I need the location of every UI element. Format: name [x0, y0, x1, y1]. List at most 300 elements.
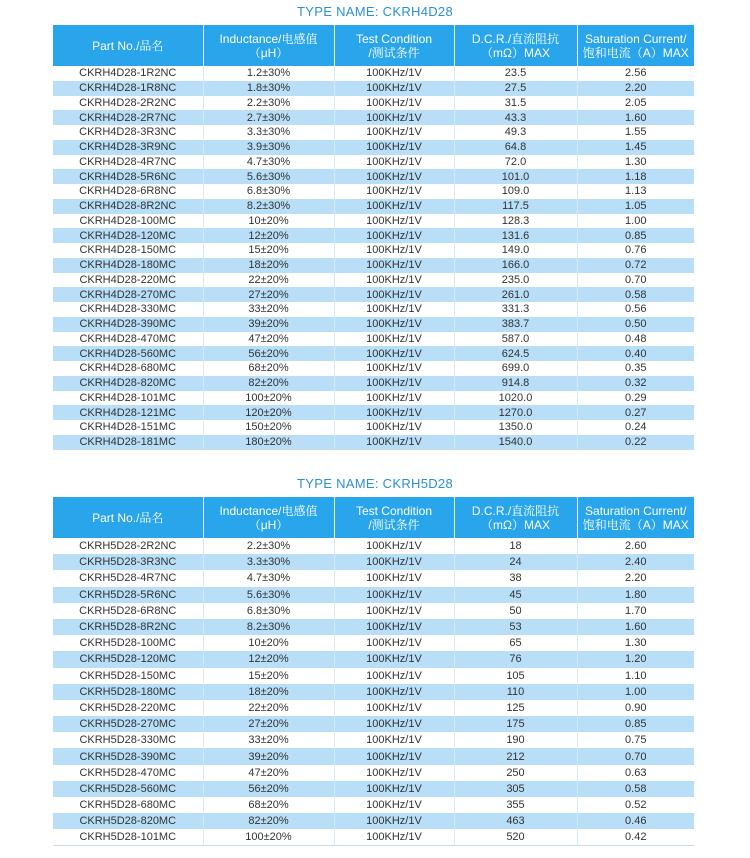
- cell-saturation-current: 0.90: [577, 700, 694, 716]
- cell-saturation-current: 0.76: [577, 243, 694, 258]
- header-text: Test Condition: [355, 31, 433, 46]
- cell-inductance: 56±20%: [203, 346, 334, 361]
- cell-part-no: CKRH4D28-270MC: [53, 287, 203, 302]
- header-part-no: [53, 25, 203, 66]
- cell-inductance: 15±20%: [203, 668, 334, 684]
- cell-part-no: CKRH4D28-5R6NC: [53, 169, 203, 184]
- table-row: [53, 587, 694, 603]
- cell-dcr: 914.8: [454, 376, 577, 391]
- table-row: [53, 376, 694, 391]
- cell-test-condition: 100KHz/1V: [334, 199, 454, 214]
- cell-dcr: 18: [454, 538, 577, 554]
- cell-inductance: 6.8±30%: [203, 184, 334, 199]
- cell-dcr: 1270.0: [454, 405, 577, 420]
- cell-test-condition: 100KHz/1V: [334, 287, 454, 302]
- cell-test-condition: 100KHz/1V: [334, 214, 454, 229]
- cell-test-condition: 100KHz/1V: [334, 420, 454, 435]
- cell-test-condition: 100KHz/1V: [334, 635, 454, 651]
- cell-dcr: 65: [454, 635, 577, 651]
- table-row: [53, 66, 694, 81]
- cell-part-no: CKRH5D28-5R6NC: [53, 587, 203, 603]
- cell-inductance: 8.2±30%: [203, 199, 334, 214]
- cell-test-condition: 100KHz/1V: [334, 258, 454, 273]
- cell-test-condition: 100KHz/1V: [334, 748, 454, 764]
- cell-inductance: 33±20%: [203, 732, 334, 748]
- cell-saturation-current: 0.29: [577, 391, 694, 406]
- cell-inductance: 82±20%: [203, 376, 334, 391]
- table-row: [53, 391, 694, 406]
- cell-dcr: 463: [454, 813, 577, 829]
- cell-inductance: 22±20%: [203, 700, 334, 716]
- table-row: [53, 651, 694, 667]
- table-row: [53, 829, 694, 845]
- table-row: [53, 700, 694, 716]
- cell-saturation-current: 1.00: [577, 214, 694, 229]
- cell-part-no: CKRH5D28-220MC: [53, 700, 203, 716]
- table-row: [53, 538, 694, 554]
- cell-inductance: 6.8±30%: [203, 603, 334, 619]
- cell-part-no: CKRH5D28-4R7NC: [53, 570, 203, 586]
- cell-saturation-current: 1.05: [577, 199, 694, 214]
- cell-part-no: CKRH4D28-1R8NC: [53, 81, 203, 96]
- table-row: [53, 684, 694, 700]
- cell-part-no: CKRH4D28-4R7NC: [53, 155, 203, 170]
- cell-inductance: 27±20%: [203, 716, 334, 732]
- cell-saturation-current: 2.60: [577, 538, 694, 554]
- cell-part-no: CKRH5D28-330MC: [53, 732, 203, 748]
- cell-test-condition: 100KHz/1V: [334, 765, 454, 781]
- cell-saturation-current: 0.70: [577, 273, 694, 288]
- header-part-no: [53, 497, 203, 538]
- cell-inductance: 39±20%: [203, 748, 334, 764]
- table-row: [53, 781, 694, 797]
- table-row: [53, 302, 694, 317]
- cell-dcr: 125: [454, 700, 577, 716]
- cell-saturation-current: 2.56: [577, 66, 694, 81]
- cell-inductance: 22±20%: [203, 273, 334, 288]
- cell-part-no: CKRH4D28-680MC: [53, 361, 203, 376]
- header-text: 饱和电流（A）MAX: [582, 45, 689, 60]
- cell-test-condition: 100KHz/1V: [334, 184, 454, 199]
- cell-saturation-current: 0.27: [577, 405, 694, 420]
- cell-test-condition: 100KHz/1V: [334, 317, 454, 332]
- header-text: /测试条件: [368, 517, 420, 532]
- header-text: （mΩ）MAX: [481, 517, 550, 532]
- header-text: Part No./品名: [92, 38, 164, 53]
- cell-test-condition: 100KHz/1V: [334, 435, 454, 450]
- cell-saturation-current: 0.48: [577, 332, 694, 347]
- cell-saturation-current: 1.18: [577, 169, 694, 184]
- cell-saturation-current: 1.00: [577, 684, 694, 700]
- cell-dcr: 1350.0: [454, 420, 577, 435]
- header-test-condition: [334, 25, 454, 66]
- cell-part-no: CKRH4D28-1R2NC: [53, 66, 203, 81]
- header-test-condition: [334, 497, 454, 538]
- cell-part-no: CKRH4D28-470MC: [53, 332, 203, 347]
- cell-saturation-current: 0.42: [577, 829, 694, 845]
- section-title-ckrh5d28: TYPE NAME: CKRH5D28: [297, 476, 453, 491]
- header-text: Inductance/电感值: [219, 503, 318, 518]
- cell-part-no: CKRH4D28-330MC: [53, 302, 203, 317]
- header-dcr: [454, 497, 577, 538]
- header-text: Saturation Current/: [585, 503, 687, 518]
- cell-saturation-current: 0.46: [577, 813, 694, 829]
- cell-dcr: 149.0: [454, 243, 577, 258]
- cell-saturation-current: 0.70: [577, 748, 694, 764]
- cell-saturation-current: 2.05: [577, 96, 694, 111]
- table-row: [53, 716, 694, 732]
- cell-test-condition: 100KHz/1V: [334, 619, 454, 635]
- cell-dcr: 355: [454, 797, 577, 813]
- cell-dcr: 166.0: [454, 258, 577, 273]
- table-row: [53, 81, 694, 96]
- cell-dcr: 64.8: [454, 140, 577, 155]
- cell-saturation-current: 0.32: [577, 376, 694, 391]
- cell-saturation-current: 0.63: [577, 765, 694, 781]
- cell-test-condition: 100KHz/1V: [334, 587, 454, 603]
- table-row: [53, 813, 694, 829]
- cell-part-no: CKRH5D28-680MC: [53, 797, 203, 813]
- cell-inductance: 5.6±30%: [203, 169, 334, 184]
- cell-inductance: 2.2±30%: [203, 96, 334, 111]
- cell-dcr: 1020.0: [454, 391, 577, 406]
- header-text: D.C.R./直流阻抗: [471, 503, 560, 518]
- table-row: [53, 214, 694, 229]
- table-row: [53, 346, 694, 361]
- cell-inductance: 18±20%: [203, 684, 334, 700]
- cell-saturation-current: 1.80: [577, 587, 694, 603]
- cell-dcr: 131.6: [454, 228, 577, 243]
- cell-inductance: 4.7±30%: [203, 155, 334, 170]
- cell-dcr: 175: [454, 716, 577, 732]
- cell-saturation-current: 0.35: [577, 361, 694, 376]
- spec-table-ckrh4d28: [53, 25, 694, 450]
- cell-dcr: 72.0: [454, 155, 577, 170]
- cell-dcr: 101.0: [454, 169, 577, 184]
- cell-test-condition: 100KHz/1V: [334, 781, 454, 797]
- cell-saturation-current: 0.22: [577, 435, 694, 450]
- cell-test-condition: 100KHz/1V: [334, 361, 454, 376]
- cell-test-condition: 100KHz/1V: [334, 273, 454, 288]
- table-row: [53, 169, 694, 184]
- cell-dcr: 587.0: [454, 332, 577, 347]
- header-text: （μH）: [248, 517, 289, 532]
- cell-inductance: 3.3±30%: [203, 554, 334, 570]
- spec-table-ckrh5d28: [53, 497, 694, 846]
- cell-part-no: CKRH4D28-181MC: [53, 435, 203, 450]
- cell-test-condition: 100KHz/1V: [334, 684, 454, 700]
- table-row: [53, 619, 694, 635]
- cell-saturation-current: 1.13: [577, 184, 694, 199]
- cell-test-condition: 100KHz/1V: [334, 125, 454, 140]
- cell-inductance: 100±20%: [203, 391, 334, 406]
- cell-dcr: 24: [454, 554, 577, 570]
- header-text: Part No./品名: [92, 510, 164, 525]
- table-row: [53, 273, 694, 288]
- cell-test-condition: 100KHz/1V: [334, 651, 454, 667]
- cell-dcr: 250: [454, 765, 577, 781]
- cell-dcr: 235.0: [454, 273, 577, 288]
- cell-test-condition: 100KHz/1V: [334, 228, 454, 243]
- cell-part-no: CKRH4D28-2R7NC: [53, 110, 203, 125]
- cell-saturation-current: 0.52: [577, 797, 694, 813]
- cell-test-condition: 100KHz/1V: [334, 346, 454, 361]
- cell-inductance: 2.7±30%: [203, 110, 334, 125]
- cell-dcr: 383.7: [454, 317, 577, 332]
- cell-dcr: 43.3: [454, 110, 577, 125]
- cell-saturation-current: 0.24: [577, 420, 694, 435]
- table-row: [53, 317, 694, 332]
- table-row: [53, 184, 694, 199]
- table-row: [53, 405, 694, 420]
- cell-inductance: 68±20%: [203, 797, 334, 813]
- cell-test-condition: 100KHz/1V: [334, 332, 454, 347]
- cell-dcr: 1540.0: [454, 435, 577, 450]
- cell-dcr: 624.5: [454, 346, 577, 361]
- section-title-ckrh4d28: TYPE NAME: CKRH4D28: [297, 4, 453, 19]
- cell-inductance: 1.2±30%: [203, 66, 334, 81]
- header-row: [53, 25, 694, 66]
- cell-part-no: CKRH4D28-101MC: [53, 391, 203, 406]
- cell-saturation-current: 1.10: [577, 668, 694, 684]
- cell-test-condition: 100KHz/1V: [334, 243, 454, 258]
- cell-inductance: 18±20%: [203, 258, 334, 273]
- cell-dcr: 76: [454, 651, 577, 667]
- cell-part-no: CKRH4D28-3R9NC: [53, 140, 203, 155]
- cell-test-condition: 100KHz/1V: [334, 405, 454, 420]
- cell-saturation-current: 1.60: [577, 110, 694, 125]
- cell-test-condition: 100KHz/1V: [334, 829, 454, 845]
- cell-test-condition: 100KHz/1V: [334, 96, 454, 111]
- cell-saturation-current: 0.58: [577, 781, 694, 797]
- cell-saturation-current: 1.30: [577, 155, 694, 170]
- cell-inductance: 2.2±30%: [203, 538, 334, 554]
- cell-inductance: 27±20%: [203, 287, 334, 302]
- table-row: [53, 287, 694, 302]
- cell-test-condition: 100KHz/1V: [334, 668, 454, 684]
- cell-test-condition: 100KHz/1V: [334, 538, 454, 554]
- cell-dcr: 50: [454, 603, 577, 619]
- table-row: [53, 668, 694, 684]
- cell-part-no: CKRH5D28-820MC: [53, 813, 203, 829]
- cell-inductance: 10±20%: [203, 635, 334, 651]
- cell-dcr: 110: [454, 684, 577, 700]
- header-text: Saturation Current/: [585, 31, 687, 46]
- cell-part-no: CKRH4D28-390MC: [53, 317, 203, 332]
- cell-saturation-current: 0.72: [577, 258, 694, 273]
- table-row: [53, 258, 694, 273]
- cell-part-no: CKRH5D28-270MC: [53, 716, 203, 732]
- cell-dcr: 45: [454, 587, 577, 603]
- cell-saturation-current: 0.85: [577, 716, 694, 732]
- cell-dcr: 261.0: [454, 287, 577, 302]
- table-row: [53, 554, 694, 570]
- cell-dcr: 305: [454, 781, 577, 797]
- cell-inductance: 8.2±30%: [203, 619, 334, 635]
- cell-inductance: 68±20%: [203, 361, 334, 376]
- cell-test-condition: 100KHz/1V: [334, 391, 454, 406]
- cell-inductance: 15±20%: [203, 243, 334, 258]
- cell-part-no: CKRH4D28-820MC: [53, 376, 203, 391]
- cell-inductance: 47±20%: [203, 765, 334, 781]
- header-saturation-current: [577, 25, 694, 66]
- cell-part-no: CKRH5D28-120MC: [53, 651, 203, 667]
- cell-part-no: CKRH5D28-100MC: [53, 635, 203, 651]
- cell-test-condition: 100KHz/1V: [334, 169, 454, 184]
- cell-saturation-current: 2.20: [577, 81, 694, 96]
- table-row: [53, 765, 694, 781]
- cell-part-no: CKRH4D28-6R8NC: [53, 184, 203, 199]
- cell-dcr: 38: [454, 570, 577, 586]
- cell-saturation-current: 0.56: [577, 302, 694, 317]
- cell-test-condition: 100KHz/1V: [334, 797, 454, 813]
- cell-part-no: CKRH4D28-560MC: [53, 346, 203, 361]
- table-row: [53, 96, 694, 111]
- cell-inductance: 56±20%: [203, 781, 334, 797]
- cell-inductance: 39±20%: [203, 317, 334, 332]
- cell-inductance: 3.9±30%: [203, 140, 334, 155]
- table-row: [53, 243, 694, 258]
- cell-test-condition: 100KHz/1V: [334, 81, 454, 96]
- cell-test-condition: 100KHz/1V: [334, 302, 454, 317]
- cell-dcr: 117.5: [454, 199, 577, 214]
- cell-dcr: 53: [454, 619, 577, 635]
- cell-inductance: 1.8±30%: [203, 81, 334, 96]
- cell-test-condition: 100KHz/1V: [334, 155, 454, 170]
- cell-part-no: CKRH4D28-2R2NC: [53, 96, 203, 111]
- header-text: Inductance/电感值: [219, 31, 318, 46]
- cell-part-no: CKRH5D28-101MC: [53, 829, 203, 845]
- cell-part-no: CKRH5D28-3R3NC: [53, 554, 203, 570]
- cell-part-no: CKRH5D28-390MC: [53, 748, 203, 764]
- cell-test-condition: 100KHz/1V: [334, 570, 454, 586]
- cell-saturation-current: 0.85: [577, 228, 694, 243]
- cell-inductance: 10±20%: [203, 214, 334, 229]
- table-row: [53, 420, 694, 435]
- cell-part-no: CKRH5D28-180MC: [53, 684, 203, 700]
- table-row: [53, 570, 694, 586]
- cell-part-no: CKRH5D28-2R2NC: [53, 538, 203, 554]
- cell-dcr: 699.0: [454, 361, 577, 376]
- cell-part-no: CKRH4D28-8R2NC: [53, 199, 203, 214]
- table-row: [53, 332, 694, 347]
- cell-saturation-current: 1.55: [577, 125, 694, 140]
- cell-test-condition: 100KHz/1V: [334, 110, 454, 125]
- cell-part-no: CKRH5D28-560MC: [53, 781, 203, 797]
- cell-inductance: 47±20%: [203, 332, 334, 347]
- cell-part-no: CKRH4D28-3R3NC: [53, 125, 203, 140]
- cell-saturation-current: 1.20: [577, 651, 694, 667]
- cell-part-no: CKRH4D28-180MC: [53, 258, 203, 273]
- cell-saturation-current: 2.20: [577, 570, 694, 586]
- cell-part-no: CKRH5D28-150MC: [53, 668, 203, 684]
- cell-dcr: 190: [454, 732, 577, 748]
- cell-dcr: 331.3: [454, 302, 577, 317]
- cell-saturation-current: 0.58: [577, 287, 694, 302]
- cell-dcr: 31.5: [454, 96, 577, 111]
- header-row: [53, 497, 694, 538]
- cell-dcr: 520: [454, 829, 577, 845]
- cell-dcr: 105: [454, 668, 577, 684]
- header-text: （mΩ）MAX: [481, 45, 550, 60]
- cell-inductance: 120±20%: [203, 405, 334, 420]
- cell-test-condition: 100KHz/1V: [334, 376, 454, 391]
- cell-saturation-current: 1.70: [577, 603, 694, 619]
- cell-dcr: 49.3: [454, 125, 577, 140]
- cell-part-no: CKRH4D28-100MC: [53, 214, 203, 229]
- table-row: [53, 110, 694, 125]
- table-row: [53, 140, 694, 155]
- table-row: [53, 361, 694, 376]
- header-dcr: [454, 25, 577, 66]
- cell-inductance: 4.7±30%: [203, 570, 334, 586]
- cell-saturation-current: 2.40: [577, 554, 694, 570]
- table-row: [53, 603, 694, 619]
- cell-inductance: 3.3±30%: [203, 125, 334, 140]
- cell-part-no: CKRH5D28-8R2NC: [53, 619, 203, 635]
- cell-inductance: 100±20%: [203, 829, 334, 845]
- cell-inductance: 150±20%: [203, 420, 334, 435]
- header-inductance: [203, 25, 334, 66]
- cell-part-no: CKRH4D28-220MC: [53, 273, 203, 288]
- cell-part-no: CKRH4D28-151MC: [53, 420, 203, 435]
- cell-test-condition: 100KHz/1V: [334, 732, 454, 748]
- cell-dcr: 128.3: [454, 214, 577, 229]
- cell-part-no: CKRH4D28-150MC: [53, 243, 203, 258]
- cell-inductance: 33±20%: [203, 302, 334, 317]
- table-row: [53, 748, 694, 764]
- header-text: Test Condition: [355, 503, 433, 518]
- cell-inductance: 82±20%: [203, 813, 334, 829]
- header-text: /测试条件: [368, 45, 420, 60]
- table-row: [53, 155, 694, 170]
- table-row: [53, 635, 694, 651]
- cell-inductance: 12±20%: [203, 228, 334, 243]
- header-text: （μH）: [248, 45, 289, 60]
- cell-test-condition: 100KHz/1V: [334, 603, 454, 619]
- header-saturation-current: [577, 497, 694, 538]
- cell-dcr: 27.5: [454, 81, 577, 96]
- header-text: 饱和电流（A）MAX: [582, 517, 689, 532]
- table-row: [53, 797, 694, 813]
- cell-test-condition: 100KHz/1V: [334, 140, 454, 155]
- cell-saturation-current: 0.50: [577, 317, 694, 332]
- cell-inductance: 5.6±30%: [203, 587, 334, 603]
- header-text: D.C.R./直流阻抗: [471, 31, 560, 46]
- cell-test-condition: 100KHz/1V: [334, 813, 454, 829]
- cell-saturation-current: 1.45: [577, 140, 694, 155]
- header-inductance: [203, 497, 334, 538]
- table-row: [53, 125, 694, 140]
- cell-dcr: 109.0: [454, 184, 577, 199]
- cell-saturation-current: 1.30: [577, 635, 694, 651]
- cell-test-condition: 100KHz/1V: [334, 554, 454, 570]
- cell-inductance: 180±20%: [203, 435, 334, 450]
- cell-test-condition: 100KHz/1V: [334, 66, 454, 81]
- cell-test-condition: 100KHz/1V: [334, 700, 454, 716]
- cell-saturation-current: 0.40: [577, 346, 694, 361]
- cell-test-condition: 100KHz/1V: [334, 716, 454, 732]
- cell-saturation-current: 0.75: [577, 732, 694, 748]
- cell-part-no: CKRH5D28-6R8NC: [53, 603, 203, 619]
- cell-part-no: CKRH4D28-120MC: [53, 228, 203, 243]
- table-row: [53, 199, 694, 214]
- cell-saturation-current: 1.60: [577, 619, 694, 635]
- table-row: [53, 732, 694, 748]
- cell-part-no: CKRH5D28-470MC: [53, 765, 203, 781]
- cell-dcr: 23.5: [454, 66, 577, 81]
- cell-inductance: 12±20%: [203, 651, 334, 667]
